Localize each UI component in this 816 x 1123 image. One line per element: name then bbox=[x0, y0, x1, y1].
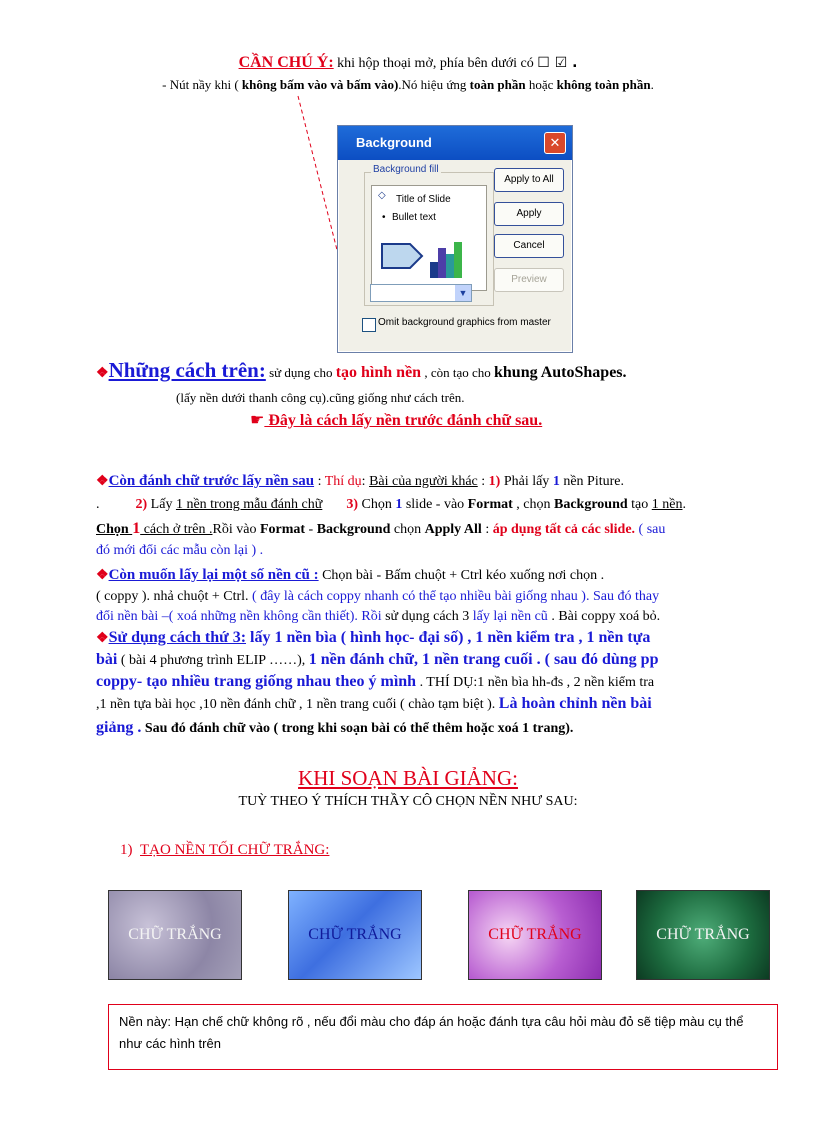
text: , chọn bbox=[512, 497, 554, 512]
text: tạo bbox=[627, 497, 652, 512]
preview-title: Title of Slide bbox=[396, 194, 451, 205]
fill-dropdown[interactable] bbox=[370, 284, 472, 302]
text: : bbox=[314, 474, 325, 489]
text: . bbox=[96, 497, 100, 512]
text: Format bbox=[259, 522, 306, 537]
text: giảng . bbox=[96, 719, 142, 736]
para3-line3 bbox=[96, 672, 778, 693]
text: . Bài coppy xoá bỏ. bbox=[547, 609, 661, 624]
section-subtitle: TUỲ THEO Ý THÍCH THẦY CÔ CHỌN NỀN NHƯ SAU: bbox=[238, 794, 578, 809]
checkbox-label: Omit background graphics from master bbox=[378, 317, 551, 328]
cancel-button[interactable]: Cancel bbox=[494, 234, 564, 258]
text: Sau đó đánh chữ vào ( trong khi soạn bài có thể thêm hoặc xoá 1 trang). bbox=[141, 721, 574, 736]
text: 1 bbox=[552, 474, 560, 489]
text: Format bbox=[467, 497, 513, 512]
text: Rồi vào bbox=[212, 522, 260, 537]
caution-label: CẦN CHÚ Ý: bbox=[238, 54, 334, 71]
text: sử dụng cho bbox=[265, 365, 336, 380]
slide-thumbnail-1 bbox=[108, 890, 242, 980]
chevron-down-icon: ▼ bbox=[455, 285, 471, 301]
bullet-diamond-icon: ❖ bbox=[96, 568, 109, 583]
hand-icon: ☛ bbox=[250, 412, 265, 429]
caution-line-2 bbox=[0, 77, 816, 93]
text: - Nút nầy khi ( bbox=[162, 77, 242, 92]
text: Chọn bbox=[358, 497, 396, 512]
text: Background bbox=[316, 522, 391, 537]
text: đổi nền bài –( xoá những nền không cần thiết). Rồi bbox=[96, 609, 386, 624]
item-label: TẠO NỀN TỐI CHỮ TRẮNG: bbox=[140, 842, 330, 858]
bullet-diamond-icon: ❖ bbox=[96, 631, 109, 646]
text-bold: tạo hình nền bbox=[335, 364, 422, 381]
item-number: 1) bbox=[120, 842, 133, 858]
preview-button[interactable]: Preview bbox=[494, 268, 564, 292]
para-heading: Còn muốn lấy lại một số nền cũ : bbox=[108, 567, 319, 583]
section-title: KHI SOẠN BÀI GIẢNG: bbox=[298, 766, 518, 790]
slide-thumbnail-3 bbox=[468, 890, 602, 980]
slide-preview bbox=[371, 185, 487, 291]
text: coppy- tạo nhiều trang giống nhau theo ý mình bbox=[96, 673, 417, 690]
text: ,1 nền tựa bài học ,10 nền đánh chữ , 1 nền trang cuối ( chào tạm biệt ). bbox=[96, 697, 499, 712]
preview-bullet: Bullet text bbox=[392, 212, 436, 223]
bullet-diamond-icon: ❖ bbox=[96, 474, 109, 489]
text: Lấy bbox=[147, 497, 176, 512]
para2-line3 bbox=[96, 608, 778, 626]
caution-text: khi hộp thoại mở, phía bên dưới có bbox=[333, 56, 538, 71]
text: Chọn bài - Bấm chuột + Ctrl kéo xuống nơi chọn . bbox=[318, 568, 605, 583]
apply-button[interactable]: Apply bbox=[494, 202, 564, 226]
text: Bài của người khác bbox=[369, 474, 478, 489]
para-heading: Sử dụng cách thứ 3: bbox=[108, 629, 247, 646]
text: . bbox=[650, 77, 654, 92]
dialog-title: Background bbox=[338, 126, 572, 160]
text-bold: không toàn phần bbox=[556, 77, 651, 92]
bullet-diamond-icon: ❖ bbox=[96, 366, 109, 381]
omit-graphics-checkbox[interactable] bbox=[362, 318, 376, 332]
slide-thumbnail-2 bbox=[288, 890, 422, 980]
text: Phải lấy bbox=[500, 474, 553, 489]
text: ( bài 4 phương trình ELIP ……), bbox=[117, 653, 309, 668]
text: . bbox=[682, 497, 686, 512]
slide-thumbnail-4 bbox=[636, 890, 770, 980]
text: Thí dụ bbox=[324, 474, 362, 489]
preview-graphic bbox=[380, 234, 480, 280]
para2-line1 bbox=[96, 566, 778, 585]
item-1 bbox=[120, 842, 329, 859]
para-heading: Còn đánh chữ trước lấy nền sau bbox=[108, 473, 315, 489]
text: slide - vào bbox=[402, 497, 468, 512]
text-bold: khung AutoShapes. bbox=[494, 364, 627, 381]
text: : bbox=[361, 474, 370, 489]
para1-line2 bbox=[96, 496, 778, 514]
text: lấy 1 nền bìa ( hình học- đại số) , 1 nền kiểm tra , 1 nền tựa bbox=[246, 629, 651, 646]
text: 1 nền trong mẫu đánh chữ bbox=[175, 497, 323, 512]
text: 1 bbox=[132, 520, 141, 537]
text: ( sau bbox=[635, 522, 666, 537]
text: . THÍ DỤ:1 nền bìa hh-đs , 2 nền kiểm tra bbox=[416, 675, 655, 690]
methods-line bbox=[96, 358, 627, 383]
text: Là hoàn chỉnh nền bài bbox=[498, 695, 652, 712]
note-box: Nền này: Hạn chế chữ không rõ , nếu đổi màu cho đáp án hoặc đánh tựa câu hỏi màu đỏ sẽ tiệp màu cụ thể như các hình trên bbox=[108, 1004, 778, 1070]
close-icon[interactable]: ✕ bbox=[544, 132, 566, 154]
para3-line1 bbox=[96, 628, 778, 649]
text: bài bbox=[96, 651, 118, 668]
text: Apply All bbox=[424, 522, 482, 537]
para2-line2 bbox=[96, 588, 778, 606]
text: 2) bbox=[135, 497, 148, 512]
text: : bbox=[481, 522, 493, 537]
slide-label: CHỮ TRẮNG bbox=[128, 926, 222, 943]
text: áp dụng tất cả các slide. bbox=[492, 522, 636, 537]
text: ( coppy ). nhả chuột + Ctrl. bbox=[96, 589, 253, 604]
text: nền Piture. bbox=[559, 474, 624, 489]
para3-line5 bbox=[96, 718, 778, 739]
background-dialog bbox=[337, 125, 573, 353]
text: 3) bbox=[346, 497, 358, 512]
text: chọn bbox=[390, 522, 425, 537]
text: lấy lại nền cũ bbox=[472, 609, 548, 624]
apply-to-all-button[interactable]: Apply to All bbox=[494, 168, 564, 192]
text-bold: không bấm vào và bấm vào) bbox=[241, 77, 399, 92]
text: Chọn bbox=[96, 522, 133, 537]
text-bold: toàn phần bbox=[469, 77, 526, 92]
bullet-icon: • bbox=[382, 212, 386, 223]
text: : bbox=[477, 474, 489, 489]
para3-line4 bbox=[96, 694, 778, 715]
slide-label: CHỮ TRẮNG bbox=[656, 926, 750, 943]
para1-line1 bbox=[96, 472, 778, 491]
text: 1 nền đánh chữ, 1 nền trang cuối . ( sau đó dùng pp bbox=[308, 651, 659, 668]
text-bold: Đây là cách lấy nền trước đánh chữ sau. bbox=[264, 412, 543, 429]
slide-label: CHỮ TRẮNG bbox=[488, 926, 582, 943]
text: 1 bbox=[395, 497, 403, 512]
text: hoặc bbox=[525, 77, 557, 92]
text: sử dụng cách 3 bbox=[385, 609, 473, 624]
text: .Nó hiệu ứng bbox=[398, 77, 470, 92]
text: - bbox=[305, 522, 317, 537]
group-label: Background fill bbox=[373, 164, 439, 175]
para1-line3 bbox=[96, 520, 778, 539]
text: Background bbox=[553, 497, 628, 512]
text: ( đây là cách coppy nhanh có thể tạo nhiều bài giống nhau ). Sau đó thay bbox=[252, 589, 660, 604]
text: cách ở trên . bbox=[140, 522, 213, 537]
checkbox-symbols: ☐ ☑ . bbox=[537, 55, 578, 71]
para3-line2 bbox=[96, 650, 778, 671]
slide-label: CHỮ TRẮNG bbox=[308, 926, 402, 943]
text: 1 nền bbox=[651, 497, 683, 512]
text: , còn tạo cho bbox=[421, 365, 494, 380]
methods-heading: Những cách trên: bbox=[108, 358, 266, 382]
para1-line4: đó mới đổi các mẫu còn lại ) . bbox=[96, 543, 264, 558]
methods-line-2: (lấy nền dưới thanh công cụ).cũng giống như cách trên. bbox=[176, 390, 465, 405]
methods-line-3 bbox=[250, 410, 542, 430]
diamond-icon: ◇ bbox=[378, 190, 386, 201]
caution-line bbox=[0, 54, 816, 72]
text: 1) bbox=[488, 474, 501, 489]
